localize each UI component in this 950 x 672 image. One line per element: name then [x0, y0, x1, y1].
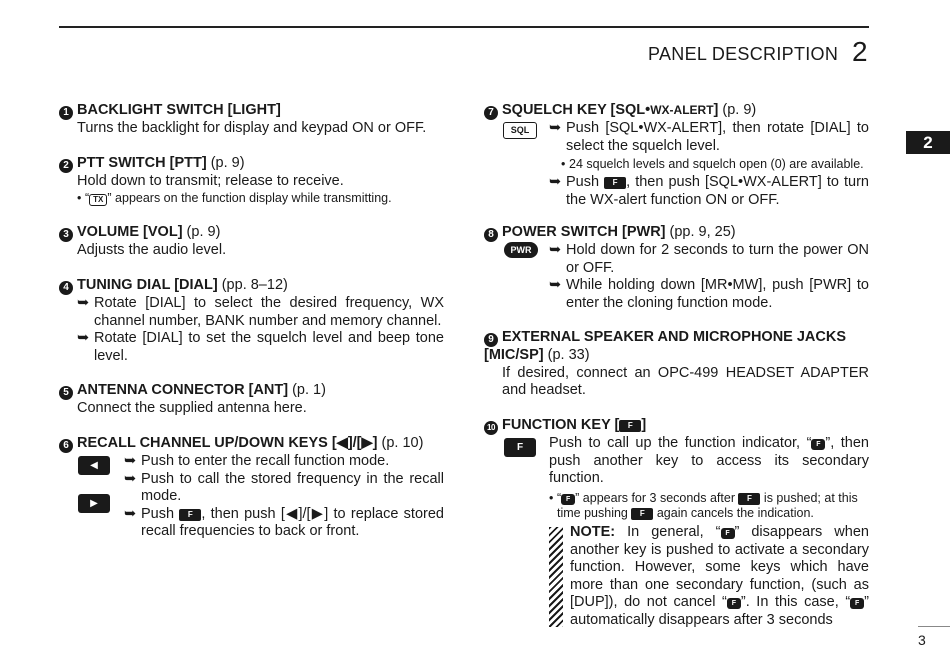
function-key-icon: F — [619, 420, 641, 432]
item-number: 10 — [484, 421, 498, 435]
item-number: 9 — [484, 333, 498, 347]
section-power-switch — [484, 224, 869, 312]
bullet-icon: • — [77, 190, 82, 205]
power-key-icon: PWR — [504, 242, 538, 258]
arrow-icon: ➥ — [549, 120, 562, 136]
function-indicator-icon: F — [811, 439, 825, 450]
function-key-icon: F — [738, 493, 760, 505]
section-title: ANTENNA CONNECTOR [ANT] — [77, 382, 289, 398]
section-number: 2 — [852, 36, 868, 67]
section-body: Turns the backlight for display and keypad ON or OFF. — [77, 120, 427, 136]
function-indicator-icon: F — [721, 528, 735, 539]
section-title: VOLUME [VOL] — [77, 224, 183, 240]
note-text: NOTE: In general, “ F ” disappears when another key is pushed to activate a secondary function. However, some keys which have more than one secondary function, (such as [DUP]), do not cancel “ F ”. In this case, “ F ” automatically disappears after 3 seconds — [570, 524, 869, 628]
function-key-icon: F — [604, 177, 626, 189]
section-backlight — [59, 102, 444, 138]
page-ref: (p. 1) — [288, 382, 326, 398]
arrow-icon: ➥ — [124, 505, 137, 522]
section-title: FUNCTION KEY [ F ] — [502, 417, 647, 433]
page-ref: (p. 9) — [182, 224, 221, 240]
item-number: 3 — [59, 228, 73, 242]
bullet-icon: • — [561, 157, 566, 172]
tx-indicator-icon: TX — [89, 194, 107, 206]
section-squelch-key — [484, 102, 869, 209]
page-title: PANEL DESCRIPTION — [648, 44, 839, 64]
section-title: EXTERNAL SPEAKER AND MICROPHONE JACKS [MIC/SP] — [484, 329, 847, 363]
arrow-icon: ➥ — [124, 453, 137, 469]
list-item: ➥ Rotate [DIAL] to select the desired frequency, WX channel number, BANK number and memory channel. — [77, 295, 444, 329]
function-indicator-icon: F — [561, 494, 575, 505]
list-item: ➥ While holding down [MR•MW], push [PWR] to enter the cloning function mode. — [549, 277, 869, 311]
section-body: Hold down to transmit; release to receive. — [77, 173, 344, 189]
item-number: 1 — [59, 106, 73, 120]
function-indicator-icon: F — [850, 598, 864, 609]
section-recall-keys — [59, 435, 444, 541]
list-item: ➥ Push to enter the recall function mode. — [124, 453, 390, 469]
side-tab: 2 — [906, 131, 950, 154]
arrow-icon: ➥ — [77, 330, 90, 347]
arrow-icon: ➥ — [124, 470, 137, 487]
recall-up-key-icon: ◀ — [78, 456, 110, 475]
arrow-icon: ➥ — [549, 174, 562, 191]
function-indicator-icon: F — [727, 598, 741, 609]
section-body: Push to call up the function indicator, “ F ”, then push another key to access its secondary function. — [549, 435, 869, 487]
item-number: 6 — [59, 439, 73, 453]
section-title: POWER SWITCH [PWR] — [502, 224, 666, 240]
list-item: ➥ Push F , then push [SQL•WX-ALERT] to turn the WX-alert function ON or OFF. — [549, 174, 869, 208]
item-number: 2 — [59, 159, 73, 173]
page-rule — [918, 626, 950, 627]
section-tuning-dial — [59, 277, 444, 365]
arrow-icon: ➥ — [77, 295, 90, 311]
bullet-icon: • — [549, 490, 554, 505]
item-number: 7 — [484, 106, 498, 120]
item-number: 4 — [59, 281, 73, 295]
page-ref: (pp. 9, 25) — [665, 224, 736, 240]
section-body: Adjusts the audio level. — [77, 242, 227, 258]
page-ref: (p. 9) — [206, 155, 245, 171]
section-volume — [59, 224, 444, 260]
page-ref: (p. 33) — [543, 347, 590, 363]
section-title: TUNING DIAL [DIAL] — [77, 277, 218, 293]
list-item: ➥ Push F , then push [◀]/[▶] to replace stored recall frequencies to back or front. — [124, 505, 444, 540]
function-key-icon: F — [179, 509, 201, 521]
section-function-key — [484, 417, 869, 521]
item-number: 8 — [484, 228, 498, 242]
header-rule — [59, 26, 869, 28]
page-ref: (p. 10) — [377, 435, 424, 451]
list-item: ➥ Push [SQL•WX-ALERT], then rotate [DIAL] to select the squelch level. — [549, 120, 869, 154]
list-item: ➥ Rotate [DIAL] to set the squelch level and beep tone level. — [77, 330, 444, 364]
list-item: ➥ Push to call the stored frequency in the recall mode. — [124, 470, 444, 505]
section-title: PTT SWITCH [PTT] — [77, 155, 207, 171]
section-antenna — [59, 382, 444, 418]
section-title: BACKLIGHT SWITCH [LIGHT] — [77, 102, 281, 118]
page-ref: (p. 9) — [718, 102, 757, 118]
recall-down-key-icon: ▶ — [78, 494, 110, 513]
page-ref: (pp. 8–12) — [217, 277, 288, 293]
bullet-note: • “ TX ” appears on the function display while transmitting. — [77, 190, 392, 205]
list-item: ➥ Hold down for 2 seconds to turn the power ON or OFF. — [549, 242, 869, 276]
bullet-note: • 24 squelch levels and squelch open (0) are available. — [561, 157, 864, 172]
section-ptt — [59, 155, 444, 206]
function-key-icon: F — [504, 438, 536, 457]
section-external-jacks: 9 EXTERNAL SPEAKER AND MICROPHONE JACKS [MIC/SP] (p. 33) If desired, connect an OPC-499 HEADSET ADAPTER and headset. — [484, 329, 869, 399]
squelch-key-icon: SQL — [503, 122, 537, 139]
note-hatch-bar — [549, 527, 563, 627]
section-body: Connect the supplied antenna here. — [77, 400, 307, 416]
function-key-icon: F — [631, 508, 653, 520]
section-title: SQUELCH KEY [SQL•WX-ALERT] — [502, 102, 719, 118]
bullet-note: • “ F ” appears for 3 seconds after F is pushed; at this time pushing F again cancels the indication. — [549, 490, 858, 520]
arrow-icon: ➥ — [549, 242, 562, 258]
arrow-icon: ➥ — [549, 277, 562, 294]
item-number: 5 — [59, 386, 73, 400]
page-number: 3 — [918, 632, 926, 648]
section-title: RECALL CHANNEL UP/DOWN KEYS [◀]/[▶] — [77, 435, 378, 451]
